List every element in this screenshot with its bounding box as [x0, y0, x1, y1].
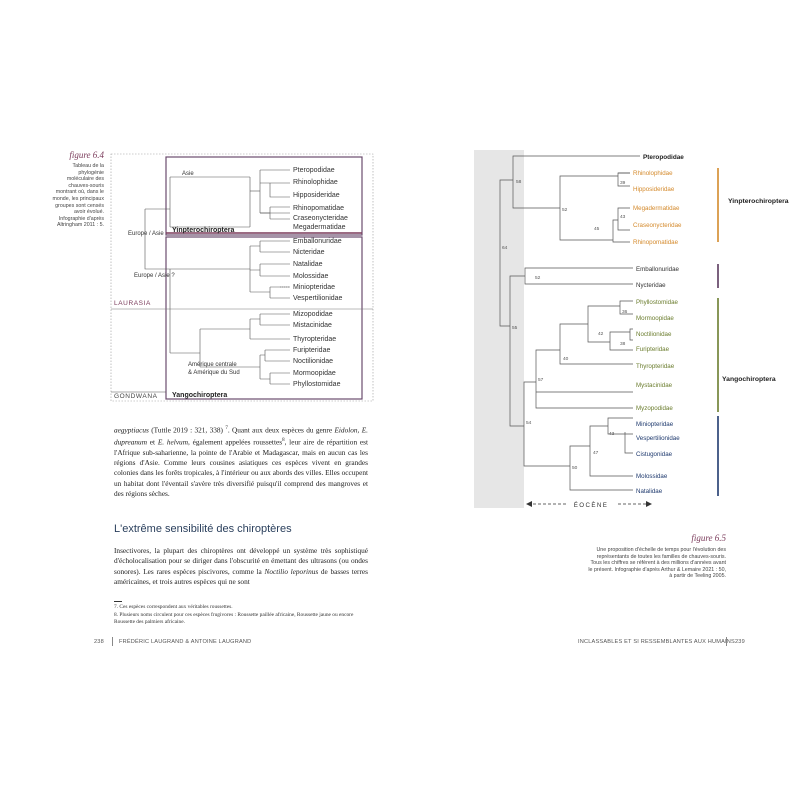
family-label: Pteropodidae — [293, 167, 335, 174]
family-label: Natalidae — [636, 488, 663, 495]
node-value: 45 — [594, 227, 600, 232]
figure-6-5-label: figure 6.5 — [691, 533, 726, 543]
family-label: Megadermatidae — [633, 205, 680, 212]
node-value: 40 — [563, 357, 569, 362]
gondwana-label: GONDWANA — [114, 393, 158, 400]
text-run: aegyptiacus — [114, 425, 149, 435]
family-label: Rhinolophidae — [633, 170, 673, 177]
text-run: , également appelées roussettes — [187, 437, 283, 447]
figure-6-4-cladogram — [110, 153, 374, 403]
family-label: Vespertilionidae — [293, 295, 343, 302]
family-label: Mormoopidae — [636, 315, 674, 322]
node-value: 50 — [572, 466, 578, 471]
node-value: 57 — [538, 378, 544, 383]
figure-6-5-caption: Une proposition d'échelle de temps pour l'évolution des représentants de toutes les familles de chauves-souris. Tous les chiffres se réfèrent à des millions d'années avant le présent. Infographie d'après Arthur & Lemaire 2021 : 50, à partir de Teeling 2005. — [588, 547, 726, 580]
node-value: 43 — [609, 432, 615, 437]
family-label: Craseonycteridae — [633, 222, 682, 229]
text-run: E. helvum — [157, 437, 188, 447]
right-page-number: 239 — [735, 639, 745, 645]
region-label-europe-asie: Europe / Asie — [128, 231, 164, 237]
family-label: Molossidae — [293, 273, 329, 280]
family-label: Craseonycteridae — [293, 215, 348, 222]
text-run: , leur aire de répartition est l'Afrique sub-saharienne, la pointe de l'Arabie et Madagascar, mais en aucun cas les régions d'Asie. Comme leurs cousines asiatiques ces espèces vivent en grandes colonies dans les forêts tropicales, à l'intérieur ou aux abords des villes. Elles occupent un habitat dont l'éventail s'avère très diversifié puisqu'il comprend des mangroves et des régions sèches. — [114, 437, 369, 499]
footnote-separator — [114, 601, 122, 602]
text-run: (Tuttle 2019 : 321, 338) — [148, 425, 226, 435]
text-run: Eidolon, E. dupreanum — [114, 425, 368, 447]
family-label: Hipposideridae — [633, 186, 675, 193]
right-footer-divider — [726, 637, 727, 646]
region-label-amerique-1: Amérique centrale — [188, 362, 237, 368]
family-label: Emballonuridae — [293, 238, 342, 245]
text-run: Noctilio leporinus — [264, 566, 319, 576]
yangochiroptera-label: Yangochiroptera — [722, 376, 776, 383]
right-running-head: INCLASSABLES ET SI RESSEMBLANTES AUX HUMAINS — [578, 639, 735, 645]
family-label: Furipteridae — [293, 347, 331, 354]
family-label: Miniopteridae — [636, 421, 674, 428]
family-label: Mystacinidae — [636, 382, 673, 389]
footnote-7: 7. Ces espèces correspondent aux véritables roussettes. — [114, 604, 233, 610]
node-value: 47 — [593, 451, 599, 456]
node-value: 54 — [526, 421, 532, 426]
family-label: Hipposideridae — [293, 192, 340, 199]
footnote-ref: 8 — [282, 437, 285, 443]
family-label: Rhinopomatidae — [293, 205, 344, 212]
family-label: Noctilionidae — [293, 358, 334, 365]
node-value: 52 — [535, 276, 541, 281]
family-label: Miniopteridae — [293, 284, 336, 291]
node-value: 55 — [512, 326, 518, 331]
region-label-amerique-2: & Amérique du Sud — [188, 370, 240, 376]
pteropodidae-label: Pteropodidae — [643, 154, 684, 161]
section-paragraph — [114, 546, 368, 588]
text-run: Insectivores, la plupart des chiroptères ont développé un système très sophistiqué d'écholocalisation pour se diriger dans l'obscurité en émettant des ultrasons (ou ondes sonores). Les rares espèces piscivores, comme la — [114, 546, 368, 576]
family-label: Rhinolophidae — [293, 179, 338, 186]
yinpterochiroptera-label: Yinpterochiroptera — [172, 227, 235, 234]
family-label: Megadermatidae — [293, 224, 346, 231]
family-label: Rhinopomatidae — [633, 239, 679, 246]
family-label: Mistacinidae — [293, 322, 332, 329]
family-label: Phyllostomidae — [293, 381, 341, 388]
text-run: et — [146, 437, 158, 447]
text-run: de basses terres américaines, et trois autres espèces qui ne sont — [114, 566, 368, 587]
family-label: Myzopodidae — [636, 405, 673, 412]
family-label: Emballonuridae — [636, 266, 679, 273]
family-label: Mizopodidae — [293, 311, 333, 318]
family-label: Nicteridae — [293, 249, 325, 256]
family-label: Natalidae — [293, 261, 323, 268]
family-label: Cistugonidae — [636, 451, 673, 458]
family-label: Thyropteridae — [636, 363, 675, 370]
eocene-label: ÉOCÈNE — [573, 502, 609, 509]
yangochiroptera-label: Yangochiroptera — [172, 392, 228, 399]
left-running-head: FRÉDÉRIC LAUGRAND & ANTOINE LAUGRAND — [119, 639, 252, 645]
figure-6-4-label: figure 6.4 — [69, 150, 104, 160]
node-value: 58 — [516, 180, 522, 185]
footnote-ref: 7 — [225, 426, 228, 431]
node-value: 52 — [562, 208, 568, 213]
figure-6-4-caption: Tableau de la phylogénie moléculaire des chauves-souris montrant où, dans le monde, les principaux groupes sont censés avoir évolué. Infographie d'après Altringham 2011 : 5. — [52, 163, 104, 229]
left-footer-divider — [112, 637, 113, 646]
figure-6-5-tree — [470, 146, 790, 516]
family-label: Mormoopidae — [293, 370, 336, 377]
family-label: Noctilionidae — [636, 331, 672, 338]
node-value: 43 — [620, 215, 626, 220]
family-label: Molossidae — [636, 473, 668, 480]
text-run: . Quant aux deux espèces du genre — [227, 425, 335, 435]
left-page-number: 238 — [94, 639, 104, 645]
family-label: Phyllostomidae — [636, 299, 678, 306]
node-value: 64 — [502, 246, 508, 251]
body-paragraph — [114, 424, 368, 500]
family-label: Thyropteridae — [293, 336, 337, 343]
laurasia-label: LAURASIA — [114, 300, 151, 307]
family-label: Nycteridae — [636, 282, 666, 289]
region-label-asie: Asie — [182, 171, 194, 177]
node-value: 39 — [620, 181, 626, 186]
yinpterochiroptera-label: Yinpterochiroptera — [728, 198, 789, 205]
footnote-8: 8. Plusieurs noms circulent pour ces espèces frugivores : Roussette paillée africaine, Roussette jaune ou encore Roussette des palmiers africaine. — [114, 612, 354, 625]
family-label: Furipteridae — [636, 346, 670, 353]
node-value: 36 — [622, 310, 628, 315]
node-value: 42 — [598, 332, 604, 337]
region-label-europe-asie-q: Europe / Asie ? — [134, 273, 175, 279]
section-title: L'extrême sensibilité des chiroptères — [114, 523, 292, 535]
node-value: 38 — [620, 342, 626, 347]
family-label: Vespertilionidae — [636, 435, 680, 442]
